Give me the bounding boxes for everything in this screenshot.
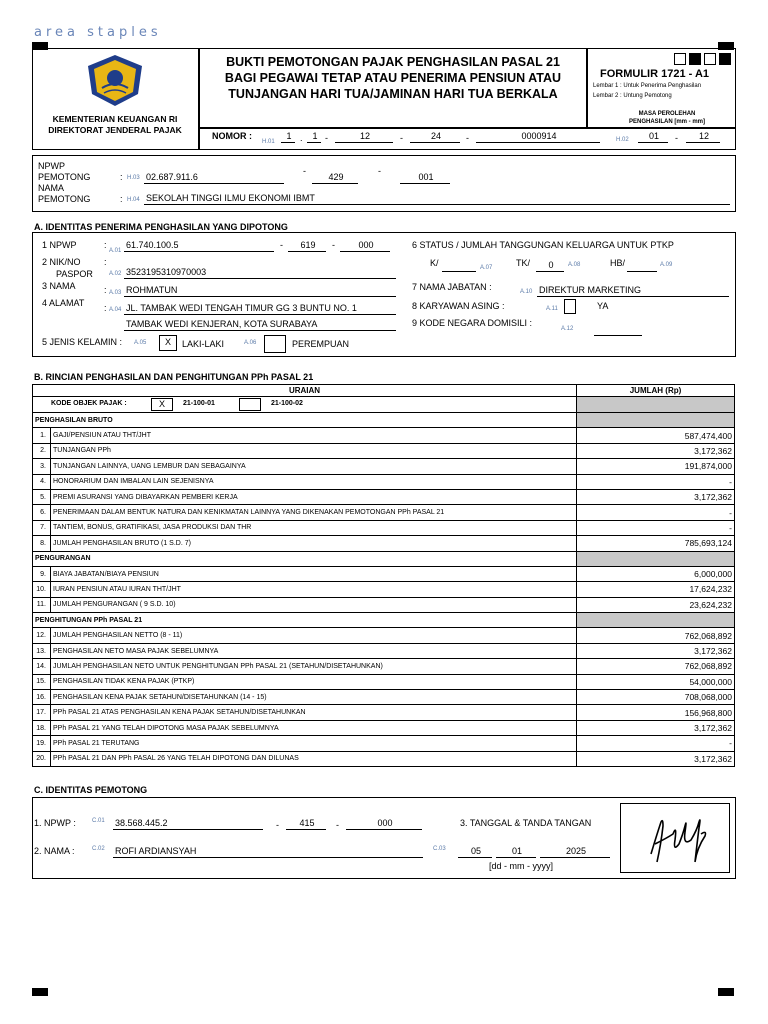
form-name: FORMULIR 1721 - A1 <box>600 68 710 80</box>
lembar-1: Lembar 1 : Untuk Penerima Penghasilan <box>593 83 702 89</box>
row-amount[interactable]: 3,172,362 <box>577 489 735 504</box>
row-number: 5. <box>33 489 51 504</box>
nomor-sep-2: - <box>400 133 403 143</box>
table-row <box>33 443 735 458</box>
a-tk-value[interactable]: 0 <box>536 260 564 272</box>
nomor-3[interactable]: 12 <box>335 131 393 143</box>
row-description: IURAN PENSIUN ATAU IURAN THT/JHT <box>51 582 577 597</box>
c-npwp-3[interactable]: 000 <box>346 818 422 830</box>
a-nik[interactable]: 3523195310970003 <box>124 267 396 279</box>
directorate-name: DIREKTORAT JENDERAL PAJAK <box>48 125 182 135</box>
row-number: 11. <box>33 597 51 612</box>
group-title: PENGHASILAN BRUTO <box>33 413 577 428</box>
row-amount[interactable]: 191,874,000 <box>577 459 735 474</box>
table-row <box>33 474 735 489</box>
a-nama-code: A.03 <box>109 290 122 296</box>
kode-objek-cell <box>33 397 577 413</box>
table-row <box>33 582 735 597</box>
table-row <box>33 659 735 674</box>
table-row <box>33 597 735 612</box>
colon: : <box>104 240 107 250</box>
section-a-title: A. IDENTITAS PENERIMA PENGHASILAN YANG DIPOTONG <box>34 222 288 232</box>
kode-2: 21-100-02 <box>271 400 303 407</box>
table-row <box>33 489 735 504</box>
row-amount[interactable]: 785,693,124 <box>577 536 735 551</box>
nama-pemotong-code: H.04 <box>127 197 140 203</box>
a-jk-code-2: A.06 <box>244 340 257 346</box>
row-amount[interactable]: 762,068,892 <box>577 628 735 643</box>
c-npwp-2[interactable]: 415 <box>286 818 326 830</box>
a-asing-code: A.11 <box>546 306 558 312</box>
npwp-pemotong-code: H.03 <box>127 175 140 181</box>
group-row <box>33 613 735 628</box>
nomor-code: H.01 <box>262 139 275 145</box>
dash: - <box>336 820 339 830</box>
row-description: GAJI/PENSIUN ATAU THT/JHT <box>51 428 577 443</box>
row-amount[interactable]: - <box>577 736 735 751</box>
form-title-1: BUKTI PEMOTONGAN PAJAK PENGHASILAN PASAL 21 <box>226 55 560 69</box>
form-title-3: TUNJANGAN HARI TUA/JAMINAN HARI TUA BERKALA <box>228 87 558 101</box>
a-jabatan[interactable]: DIREKTUR MARKETING <box>537 285 729 297</box>
row-description: PENGHASILAN TIDAK KENA PAJAK (PTKP) <box>51 674 577 689</box>
table-row <box>33 736 735 751</box>
c-npwp-1[interactable]: 38.568.445.2 <box>113 818 263 830</box>
table-row <box>33 566 735 581</box>
nomor-1[interactable]: 1 <box>281 131 295 143</box>
dash: - <box>378 166 381 176</box>
a-npwp-2[interactable]: 619 <box>288 240 326 252</box>
table-row <box>33 459 735 474</box>
row-description: TANTIEM, BONUS, GRATIFIKASI, JASA PRODUKSI DAN THR <box>51 520 577 535</box>
col-uraian: URAIAN <box>33 385 577 397</box>
row-description: BIAYA JABATAN/BIAYA PENSIUN <box>51 566 577 581</box>
a-asing-opt: YA <box>597 301 609 311</box>
row-description: TUNJANGAN PPh <box>51 443 577 458</box>
row-description: JUMLAH PENGHASILAN BRUTO (1 S.D. 7) <box>51 536 577 551</box>
row-number: 13. <box>33 643 51 658</box>
masa-label-1: MASA PEROLEHAN <box>638 111 696 117</box>
row-amount[interactable]: - <box>577 505 735 520</box>
nama-pemotong-label-2: PEMOTONG <box>38 194 91 204</box>
a-hb-value[interactable] <box>627 260 657 272</box>
a-nik-code: A.02 <box>109 271 122 277</box>
a-negara[interactable] <box>594 324 642 336</box>
row-description: PPh PASAL 21 YANG TELAH DIPOTONG MASA PAJAK SEBELUMNYA <box>51 720 577 735</box>
kode-objek-label: KODE OBJEK PAJAK : <box>51 400 127 407</box>
row-number: 18. <box>33 720 51 735</box>
a-status-label: 6 STATUS / JUMLAH TANGGUNGAN KELUARGA UNTUK PTKP <box>412 240 674 250</box>
row-number: 16. <box>33 690 51 705</box>
row-description: PPh PASAL 21 TERUTANG <box>51 736 577 751</box>
form-code-boxes <box>674 53 732 66</box>
signature-box[interactable] <box>620 803 730 873</box>
c-npwp-code: C.01 <box>92 818 105 824</box>
group-row <box>33 551 735 566</box>
row-number: 7. <box>33 520 51 535</box>
a-negara-label: 9 KODE NEGARA DOMISILI : <box>412 318 533 328</box>
masa-code: H.02 <box>616 137 629 143</box>
group-title: PENGHITUNGAN PPh PASAL 21 <box>33 613 577 628</box>
npwp-pemotong-3[interactable]: 001 <box>400 172 450 184</box>
row-number: 12. <box>33 628 51 643</box>
a-jk-opt-1: LAKI-LAKI <box>182 339 225 349</box>
nomor-sep-1: - <box>325 133 328 143</box>
row-description: PREMI ASURANSI YANG DIBAYARKAN PEMBERI KERJA <box>51 489 577 504</box>
row-amount[interactable]: 708,068,000 <box>577 690 735 705</box>
row-number: 8. <box>33 536 51 551</box>
a-jabatan-code: A.10 <box>520 289 533 295</box>
a-k-code: A.07 <box>480 265 493 271</box>
c-date-dd[interactable]: 05 <box>458 846 492 858</box>
corner-mark <box>718 988 734 996</box>
row-number: 20. <box>33 751 51 766</box>
a-k-label: K/ <box>430 258 439 268</box>
a-negara-code: A.12 <box>561 326 574 332</box>
nomor-dot: . <box>300 133 303 143</box>
c-nama-label: 2. NAMA : <box>34 846 75 856</box>
col-jumlah: JUMLAH (Rp) <box>577 385 735 397</box>
corner-mark <box>32 988 48 996</box>
npwp-pemotong-label-1: NPWP <box>38 161 65 171</box>
table-row <box>33 705 735 720</box>
row-number: 4. <box>33 474 51 489</box>
table-row <box>33 643 735 658</box>
table-row <box>33 690 735 705</box>
dash: - <box>332 240 335 250</box>
masa-sep: - <box>675 133 678 143</box>
row-description: PPh PASAL 21 DAN PPh PASAL 26 YANG TELAH DIPOTONG DAN DILUNAS <box>51 751 577 766</box>
npwp-pemotong-1[interactable]: 02.687.911.6 <box>144 172 284 184</box>
table-header <box>33 385 735 397</box>
npwp-pemotong-label-2: PEMOTONG <box>38 172 91 182</box>
a-alamat-1[interactable]: JL. TAMBAK WEDI TENGAH TIMUR GG 3 BUNTU NO. 1 <box>124 303 396 315</box>
masa-from[interactable]: 01 <box>638 131 668 143</box>
table-row <box>33 628 735 643</box>
laki-laki-checkbox[interactable]: X <box>159 335 177 351</box>
table-row <box>33 720 735 735</box>
a-nama-label: 3 NAMA <box>42 281 76 291</box>
a-alamat-code: A.04 <box>109 307 122 313</box>
nama-pemotong-label-1: NAMA <box>38 183 65 193</box>
row-description: PENGHASILAN KENA PAJAK SETAHUN/DISETAHUNKAN (14 - 15) <box>51 690 577 705</box>
row-number: 17. <box>33 705 51 720</box>
dash: - <box>280 240 283 250</box>
row-description: PENGHASILAN NETO MASA PAJAK SEBELUMNYA <box>51 643 577 658</box>
row-number: 3. <box>33 459 51 474</box>
table-row <box>33 520 735 535</box>
row-number: 15. <box>33 674 51 689</box>
table-row <box>33 505 735 520</box>
kode-objek-row <box>33 397 735 413</box>
row-number: 6. <box>33 505 51 520</box>
group-row <box>33 413 735 428</box>
nomor-4[interactable]: 24 <box>410 131 460 143</box>
a-hb-label: HB/ <box>610 258 626 268</box>
section-b-title: B. RINCIAN PENGHASILAN DAN PENGHITUNGAN PPh PASAL 21 <box>34 372 314 382</box>
ministry-logo <box>82 52 148 108</box>
row-number: 14. <box>33 659 51 674</box>
row-amount[interactable]: 156,968,800 <box>577 705 735 720</box>
kode-1: 21-100-01 <box>183 400 215 407</box>
c-npwp-label: 1. NPWP : <box>34 818 76 828</box>
colon: : <box>104 285 107 295</box>
c-ttd-label: 3. TANGGAL & TANDA TANGAN <box>460 818 592 828</box>
a-nama[interactable]: ROHMATUN <box>124 285 396 297</box>
row-amount[interactable]: 3,172,362 <box>577 643 735 658</box>
table-row <box>33 674 735 689</box>
a-k-value[interactable] <box>442 260 476 272</box>
a-hb-code: A.09 <box>660 262 673 268</box>
row-description: HONORARIUM DAN IMBALAN LAIN SEJENISNYA <box>51 474 577 489</box>
masa-label-2: PENGHASILAN [mm - mm] <box>628 119 705 125</box>
header-divider-right <box>586 48 588 128</box>
row-description: JUMLAH PENGHASILAN NETTO (8 - 11) <box>51 628 577 643</box>
c-date-mm[interactable]: 01 <box>496 846 536 858</box>
a-npwp-code: A.01 <box>109 248 122 254</box>
npwp-pemotong-2[interactable]: 429 <box>312 172 358 184</box>
row-amount[interactable]: 3,172,362 <box>577 443 735 458</box>
a-jk-opt-2: PEREMPUAN <box>292 339 350 349</box>
group-title: PENGURANGAN <box>33 551 577 566</box>
row-amount[interactable]: 3,172,362 <box>577 751 735 766</box>
kode-21-100-02-checkbox[interactable] <box>239 398 261 411</box>
section-b-table <box>32 384 735 767</box>
a-npwp-3[interactable]: 000 <box>340 240 390 252</box>
lembar-2: Lembar 2 : Untung Pemotong <box>593 93 672 99</box>
row-amount[interactable]: 762,068,892 <box>577 659 735 674</box>
signature-image <box>621 804 729 872</box>
kode-21-100-01-checkbox[interactable]: X <box>151 398 173 411</box>
nomor-label: NOMOR : <box>212 131 252 141</box>
gray-cell <box>577 613 735 628</box>
colon: : <box>104 303 107 313</box>
a-tk-code: A.08 <box>568 262 581 268</box>
table-row <box>33 536 735 551</box>
watermark: area staples <box>34 25 162 40</box>
nomor-2[interactable]: 1 <box>307 131 321 143</box>
a-asing-label: 8 KARYAWAN ASING : <box>412 301 505 311</box>
row-description: JUMLAH PENGURANGAN ( 9 S.D. 10) <box>51 597 577 612</box>
row-amount[interactable]: 17,624,232 <box>577 582 735 597</box>
dash: - <box>276 820 279 830</box>
form-title-2: BAGI PEGAWAI TETAP ATAU PENERIMA PENSIUN ATAU <box>224 71 562 85</box>
table-row <box>33 751 735 766</box>
row-number: 19. <box>33 736 51 751</box>
row-amount[interactable]: 23,624,232 <box>577 597 735 612</box>
row-number: 1. <box>33 428 51 443</box>
row-description: TUNJANGAN LAINNYA, UANG LEMBUR DAN SEBAGAINYA <box>51 459 577 474</box>
a-jk-code-1: A.05 <box>134 340 147 346</box>
row-description: PENERIMAAN DALAM BENTUK NATURA DAN KENIKMATAN LAINNYA YANG DIKENAKAN PEMOTONGAN PPh PASAL 21 <box>51 505 577 520</box>
perempuan-checkbox[interactable] <box>264 335 286 353</box>
a-nik-label-1: 2 NIK/NO <box>42 257 81 267</box>
row-amount[interactable]: 54,000,000 <box>577 674 735 689</box>
row-amount[interactable]: 587,474,400 <box>577 428 735 443</box>
dash: - <box>303 166 306 176</box>
c-date-format: [dd - mm - yyyy] <box>489 861 554 871</box>
row-amount[interactable]: 3,172,362 <box>577 720 735 735</box>
row-number: 2. <box>33 443 51 458</box>
row-number: 9. <box>33 566 51 581</box>
colon: : <box>120 194 123 204</box>
nomor-5[interactable]: 0000914 <box>476 131 600 143</box>
a-jk-label: 5 JENIS KELAMIN : <box>42 337 123 347</box>
karyawan-asing-checkbox[interactable] <box>564 299 576 314</box>
nama-pemotong[interactable]: SEKOLAH TINGGI ILMU EKONOMI IBMT <box>144 193 730 205</box>
a-tk-label: TK/ <box>516 258 531 268</box>
gray-cell <box>577 413 735 428</box>
row-number: 10. <box>33 582 51 597</box>
row-description: JUMLAH PENGHASILAN NETO UNTUK PENGHITUNGAN PPh PASAL 21 (SETAHUN/DISETAHUNKAN) <box>51 659 577 674</box>
a-nik-label-2: PASPOR <box>56 269 93 279</box>
row-description: PPh PASAL 21 ATAS PENGHASILAN KENA PAJAK SETAHUN/DISETAHUNKAN <box>51 705 577 720</box>
nomor-sep-3: - <box>466 133 469 143</box>
section-c-title: C. IDENTITAS PEMOTONG <box>34 785 148 795</box>
c-nama-code: C.02 <box>92 846 105 852</box>
colon: : <box>104 257 107 267</box>
table-row <box>33 428 735 443</box>
a-alamat-label: 4 ALAMAT <box>42 298 85 308</box>
a-npwp-1[interactable]: 61.740.100.5 <box>124 240 274 252</box>
a-jabatan-label: 7 NAMA JABATAN : <box>412 282 492 292</box>
c-ttd-code: C.03 <box>433 846 446 852</box>
masa-to[interactable]: 12 <box>686 131 720 143</box>
row-amount[interactable]: - <box>577 520 735 535</box>
a-npwp-label: 1 NPWP <box>42 240 77 250</box>
c-date-yyyy[interactable]: 2025 <box>540 846 610 858</box>
c-nama[interactable]: ROFI ARDIANSYAH <box>113 846 423 858</box>
header-divider-h <box>198 127 736 129</box>
row-amount[interactable]: - <box>577 474 735 489</box>
gray-cell <box>577 397 735 413</box>
row-amount[interactable]: 6,000,000 <box>577 566 735 581</box>
a-alamat-2[interactable]: TAMBAK WEDI KENJERAN, KOTA SURABAYA <box>124 319 396 331</box>
ministry-name: KEMENTERIAN KEUANGAN RI <box>52 114 178 124</box>
gray-cell <box>577 551 735 566</box>
colon: : <box>120 172 123 182</box>
